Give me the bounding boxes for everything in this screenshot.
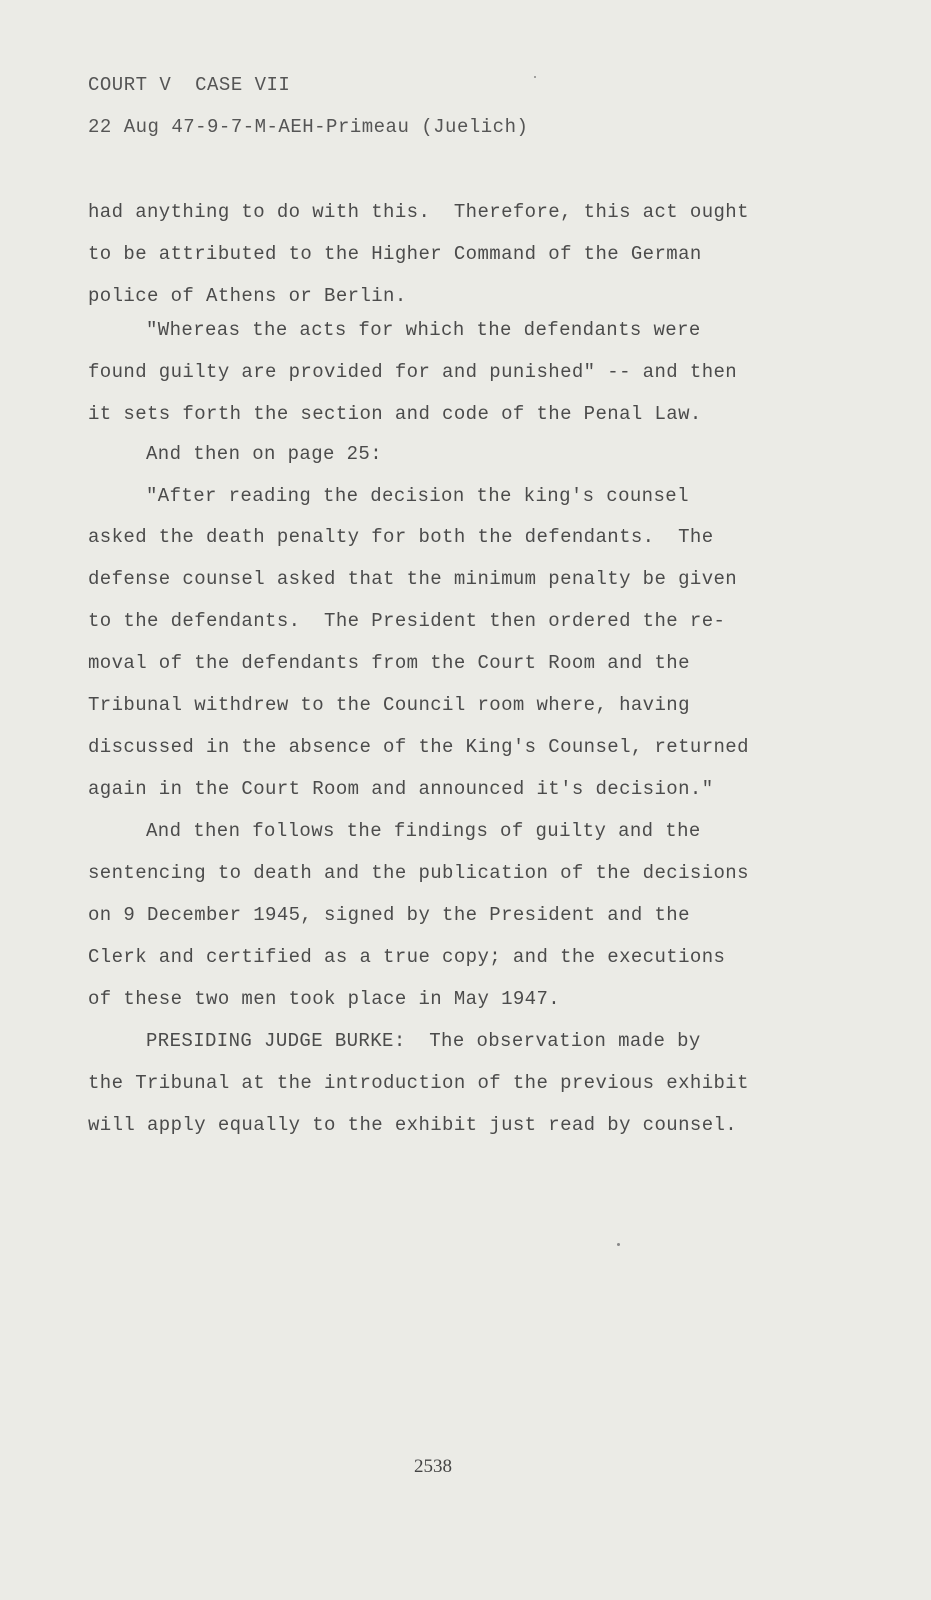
text-line: police of Athens or Berlin. [88,285,407,307]
text-line: "After reading the decision the king's counsel [146,485,689,507]
text-line: it sets forth the section and code of the Penal Law. [88,403,702,425]
text-line: And then on page 25: [146,443,383,465]
text-line: discussed in the absence of the King's Counsel, returned [88,736,749,758]
text-line: of these two men took place in May 1947. [88,988,561,1010]
text-line: And then follows the findings of guilty and the [146,820,701,842]
case-header: COURT V CASE VII [88,74,291,96]
text-line: Tribunal withdrew to the Council room where, having [88,694,690,716]
paper-speck [534,76,536,78]
text-line: found guilty are provided for and punished" -- and then [88,361,738,383]
page-number: 2538 [414,1456,452,1477]
text-line: will apply equally to the exhibit just read by counsel. [88,1114,738,1136]
text-line: Clerk and certified as a true copy; and the executions [88,946,726,968]
text-line: "Whereas the acts for which the defendants were [146,319,701,341]
text-line: to the defendants. The President then ordered the re- [88,610,726,632]
text-line: moval of the defendants from the Court Room and the [88,652,690,674]
text-line: PRESIDING JUDGE BURKE: The observation made by [146,1030,701,1052]
text-line: to be attributed to the Higher Command of the German [88,243,702,265]
text-line: again in the Court Room and announced it's decision." [88,778,714,800]
paper-speck [617,1243,620,1246]
text-line: sentencing to death and the publication of the decisions [88,862,749,884]
text-line: on 9 December 1945, signed by the President and the [88,904,690,926]
text-line: the Tribunal at the introduction of the previous exhibit [88,1072,749,1094]
session-header: 22 Aug 47-9-7-M-AEH-Primeau (Juelich) [88,116,529,138]
text-line: asked the death penalty for both the defendants. The [88,526,714,548]
text-line: defense counsel asked that the minimum penalty be given [88,568,738,590]
text-line: had anything to do with this. Therefore, this act ought [88,201,749,223]
